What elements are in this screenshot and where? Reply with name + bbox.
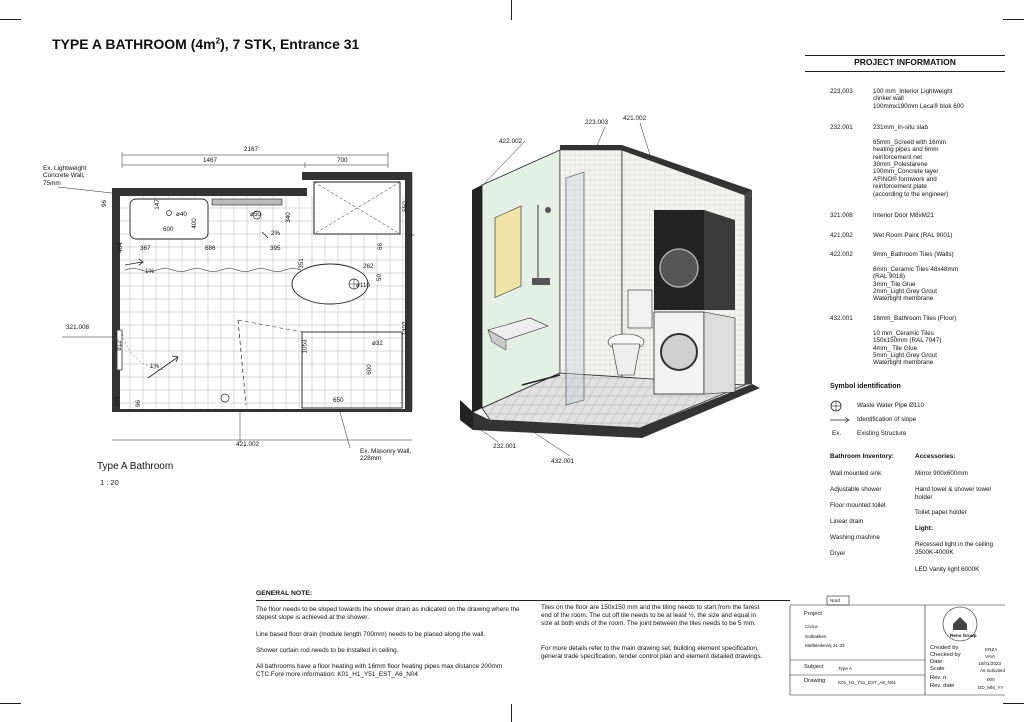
inventory-item: Washing mashine [830, 534, 880, 541]
project-line: Solbakken [805, 634, 827, 639]
note-left-4: All bathrooms have a floor heating with 16mm floor heating pipes max distance 200mm CTC.Fore more information: K01_H1_Y51_EST_A6_N04 [256, 663, 503, 678]
drawing-label: Drawing [804, 678, 826, 684]
dim-1pct-a: 1% [145, 268, 155, 275]
dim-812: 812 [115, 340, 123, 351]
door-tag: 321.008 [66, 324, 90, 331]
dim-262: 262 [363, 263, 374, 270]
symbol-slope-label: Identification of slope [857, 416, 917, 423]
spec-line: 4mm_ Tile Glue [873, 344, 918, 352]
inventory-item: Dryer [830, 550, 846, 557]
inventory-item: Adjustable shower [830, 486, 882, 493]
symbol-header: Symbol identification [830, 383, 901, 390]
note-right-2: For more details refer to the main drawing set, building element specification, general trade specification, tender control plan and element detailed drawings. [541, 645, 763, 660]
dim-600: 600 [163, 226, 174, 233]
ex-lightweight-wall-label: Ex. Lightweight Concrete Wall, 75mm [43, 165, 87, 187]
dim-96a: 96 [101, 199, 109, 208]
meta-label-revdate: Rev. date [930, 683, 955, 689]
meta-value-rev: 000 [987, 677, 995, 682]
inventory-item: Linear drain [830, 518, 864, 525]
spec-code: 223.003 [830, 88, 853, 95]
note-left-3: Shower curtain rod needs to be installed in ceiling. [256, 647, 399, 654]
dim-404: 404 [116, 242, 124, 253]
spec-line: 10 mm_Ceramic Tiles [873, 329, 934, 337]
spec-line: 6mm_Ceramic Tiles 48x48mm [873, 265, 959, 273]
meta-label-rev: Rev. n. [930, 675, 948, 681]
drawing-value: K01_H1_Y51_EST_A6_N01 [838, 680, 896, 685]
spec-line: 100mmx190mm Leca® blok 600 [873, 102, 964, 110]
spec-line: 2mm_Light Grey Grout [873, 288, 938, 296]
note-left-1: The floor needs to be sloped towards the shower drain as indicated on the drawing where the stepest slope is achieved at the shower. [256, 606, 520, 621]
dim-400: 400 [190, 218, 198, 229]
dim-340: 340 [284, 212, 292, 223]
spec-line: 100 mm_Interior Lightweight [873, 88, 953, 95]
meta-value-date: 18/01/2023 [978, 661, 1001, 666]
meta-value-revdate: DD_MM_YY [978, 685, 1004, 690]
spec-line: clinker wall [873, 95, 904, 103]
spec-line: 3mm_Tile Glue [873, 280, 916, 288]
spec-line: 5mm_Light Grey Grout [873, 352, 938, 360]
dim-600b: 600 [365, 364, 373, 375]
axon-tag-432: 432.001 [551, 458, 575, 465]
north-label: Nord [830, 598, 840, 603]
spec-line: 65mm_Screed with 16mm [873, 138, 947, 146]
axon-tag-422: 422.002 [499, 138, 523, 145]
axon-tag-421: 421.002 [623, 115, 647, 122]
spec-code: 432.001 [830, 315, 853, 322]
dim-125: 125 [113, 396, 121, 407]
dim-686: 686 [205, 245, 216, 252]
meta-value-created: KRZA [985, 647, 998, 652]
note-right-1: Tiles on the floor are 150x150 mm and the tiling needs to start from the farest end of the room. The cut off tile needs to be at least ½, the size and equal in size at both ends of the room. The joint between the tiles needs to be 5 mm. [541, 604, 760, 627]
inventory-header: Bathroom Inventory: [830, 453, 894, 460]
note-left-2: Line based floor drain (module length 700mm) needs to be placed along the wall. [256, 631, 486, 638]
spec-code: 232.001 [830, 124, 853, 131]
dim-650: 650 [333, 397, 344, 404]
subject-value: Type A [838, 666, 853, 671]
spec-line: Watertight membrane [873, 359, 934, 367]
dim-96b: 96 [135, 399, 143, 408]
meta-label-date: Date [930, 659, 943, 665]
ex-masonry-wall-label: Ex. Masonry Wall, 228mm [360, 448, 412, 463]
plan-caption: Type A Bathroom [97, 461, 174, 472]
accessory-item: Hand towel & shower towel holder [915, 486, 991, 501]
light-item: LED Vanity light 6000K [915, 566, 980, 573]
spec-line: 30mm_Polestarene [873, 161, 928, 169]
spec-line: (according to the engineer) [873, 190, 949, 198]
spec-line: reinforcement net [873, 153, 923, 161]
project-line: Civica [805, 624, 818, 629]
spec-line: heating pipes and 6mm [873, 146, 939, 154]
meta-label-scale: Scale [930, 666, 945, 672]
accessories-header: Accessories: [915, 453, 956, 460]
dim-1053: 1053 [301, 339, 309, 354]
light-item: Recessed light in the ceiling 3500K-4000K [915, 541, 994, 556]
dim-66: 66 [377, 242, 385, 251]
dim-351: 351 [297, 258, 305, 269]
dim-147: 147 [153, 199, 161, 210]
symbol-drain-label: Waste Water Pipe Ø110 [857, 402, 924, 409]
inventory-item: Floor mounted toilet [830, 502, 886, 509]
dim-395: 395 [270, 245, 281, 252]
subject-label: Subject [804, 664, 824, 670]
spec-line: (RAL 9018) [873, 273, 905, 281]
dim-overall-height: 1402 [401, 321, 409, 336]
wall-paint-tag: 421.002 [236, 441, 260, 448]
light-header: Light: [915, 525, 934, 532]
symbol-ex-mark: Ex. [832, 430, 842, 437]
spec-code: 321.008 [830, 212, 853, 219]
spec-code: 421.002 [830, 232, 853, 239]
meta-value-checked: VAVI [985, 654, 995, 659]
accessory-item: Mirror 900x600mm [915, 470, 968, 477]
meta-value-scale: As indicated [980, 668, 1006, 673]
spec-line: Interior Door M8xM21 [873, 212, 934, 219]
drawing-title: TYPE A BATHROOM $(4m^2)$, 7 STK, Entrance 31 [52, 36, 360, 52]
project-info-header: PROJECT INFORMATION [854, 57, 956, 67]
spec-line: 9mm_Bathroom Tiles (Walls) [873, 251, 954, 258]
symbol-ex-label: Existing Structure [857, 430, 907, 437]
plan-scale: 1 : 20 [100, 478, 119, 487]
dim-2pct: 2% [271, 230, 281, 237]
company-name: Reno Group [950, 633, 977, 638]
axon-tag-223: 223.003 [585, 119, 609, 126]
dim-d32: ø32 [372, 340, 383, 347]
spec-line: Wet Room Paint (RAL 9001) [873, 232, 953, 239]
dim-d40: ø40 [176, 211, 187, 218]
dim-right-height: 550 [401, 201, 409, 212]
project-line: Mølleleikevej 31-33 [805, 643, 845, 648]
dim-d50: ø50 [250, 211, 261, 218]
spec-line: 231mm_In-situ slab [873, 124, 928, 131]
spec-line: 16mm_Bathroom Tiles (Floor) [873, 315, 957, 322]
dim-1pct-b: 1% [150, 363, 160, 370]
spec-line: 150x150mm (RAL 7047) [873, 337, 942, 345]
dim-overall-width: 2167 [244, 146, 259, 153]
spec-line: AFINO® formwork and [873, 175, 937, 183]
spec-line: Watertight membrane [873, 295, 934, 303]
meta-label-created: Created by [930, 645, 959, 651]
meta-label-checked: Checked by [930, 652, 961, 658]
dim-left-width: 1467 [203, 157, 218, 164]
dim-d110: ø110 [356, 282, 370, 289]
inventory-item: Wall mounted sink [830, 470, 882, 477]
dim-right-width: 700 [337, 157, 348, 164]
axon-tag-232: 232.001 [493, 443, 517, 450]
dim-50b: 50 [376, 273, 384, 282]
general-note-header: GENERAL NOTE: [256, 590, 313, 597]
accessory-item: Toilet paper holder [915, 509, 967, 516]
project-label: Project [804, 611, 823, 617]
dim-367: 367 [140, 245, 151, 252]
spec-line: 100mm_Concrete layer [873, 168, 939, 176]
spec-code: 422.002 [830, 251, 853, 258]
spec-line: reinforcement plate [873, 183, 927, 191]
